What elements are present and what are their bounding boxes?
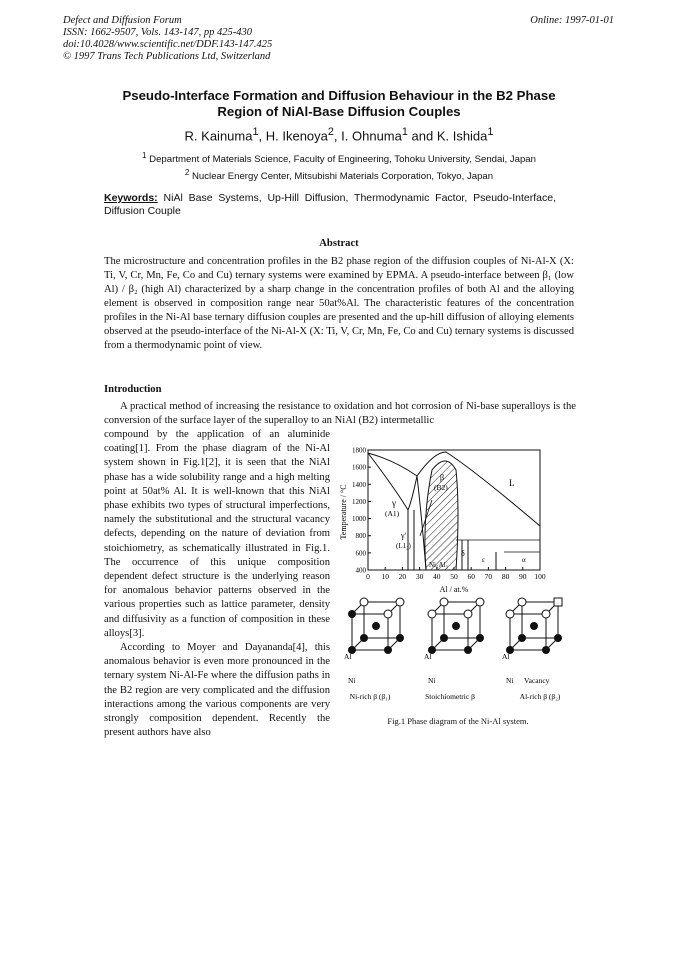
crystal-label-al: Al xyxy=(344,652,352,661)
issn-line: ISSN: 1662-9507, Vols. 143-147, pp 425-430 xyxy=(63,27,252,38)
crystal-ni-rich xyxy=(348,598,404,654)
online-date: Online: 1997-01-01 xyxy=(530,15,614,26)
phase-label-alpha: α xyxy=(522,556,526,564)
crystal-label-al: Al xyxy=(424,652,432,661)
affiliation-sup: 1 xyxy=(142,151,147,160)
affiliation-text: Nuclear Energy Center, Mitsubishi Materials Corporation, Tokyo, Japan xyxy=(192,171,494,183)
crystal-al-rich xyxy=(506,598,562,654)
paper-title xyxy=(100,88,578,120)
x-tick-label: 20 xyxy=(398,572,407,581)
figure-1-caption: Fig.1 Phase diagram of the Ni-Al system. xyxy=(387,716,529,726)
y-tick-label: 1200 xyxy=(352,497,366,506)
introduction-heading: Introduction xyxy=(104,384,162,395)
author-affil-sup: 1 xyxy=(401,126,408,138)
crystal-label-ni: Ni xyxy=(506,676,514,685)
phase-label-liquid: L xyxy=(509,478,515,488)
affiliation-1 xyxy=(80,151,598,165)
doi-line: doi:10.4028/www.scientific.net/DDF.143-147.425 xyxy=(63,39,273,50)
introduction-paragraph-1: compound by the application of an aluminide coating[1]. From the phase diagram of the Ni-Al system shown in Fig.1[2], it is seen that the NiAl phase has a wide solubility range and a high melting point at 50at% Al. It is well-known that this NiAl phase exhibits two types of structural imperfections, namely the substitutional and the structural vacancy defects, depending on the nature of deviation from stoichiometry, as schematically illustrated in Fig.1. The occurrence of this unique composition dependent defect structure is the underlying reason for anomalous behavior patterns observed in the various properties such as lattice parameter, density and diffusivity as a function of composition in these alloys[3]. xyxy=(104,429,330,639)
phase-label-gamma-prime-sub: (L1₂) xyxy=(396,542,411,550)
x-tick-label: 50 xyxy=(450,572,458,581)
x-tick-label: 0 xyxy=(366,572,370,581)
phase-label-delta: δ xyxy=(461,549,465,558)
y-tick-label: 1600 xyxy=(352,463,366,472)
phase-label-gamma: γ xyxy=(392,498,396,508)
author-name: H. Ikenoya xyxy=(265,128,328,144)
x-tick-label: 70 xyxy=(484,572,493,581)
phase-label-epsilon: ε xyxy=(482,556,485,564)
introduction-paragraph-2: According to Moyer and Dayananda[4], this anomalous behavior is even more pronounced in the ternary system Ni-Al-Fe where the diffusion paths in the B2 region are very complicated and the diffusion interactions among the various components are very strongly composition dependent. Recently the present authors have also xyxy=(104,642,330,739)
crystal-label-al: Al xyxy=(502,652,510,661)
crystal-label-ni: Ni xyxy=(428,676,436,685)
y-tick-label: 600 xyxy=(355,549,366,558)
crystal-label-ni: Ni xyxy=(348,676,356,685)
author-name: R. Kainuma xyxy=(184,128,253,144)
keywords-block xyxy=(104,192,556,218)
x-tick-label: 90 xyxy=(519,572,527,581)
y-axis-label: Temperature / °C xyxy=(339,484,348,540)
author-affil-sup: 1 xyxy=(252,126,259,138)
introduction-column xyxy=(104,428,330,740)
copyright-line: © 1997 Trans Tech Publications Ltd, Switzerland xyxy=(63,51,271,62)
x-axis-label: Al / at.% xyxy=(439,585,469,594)
gamma-prime-boundary xyxy=(408,476,417,510)
affiliation-sup: 2 xyxy=(184,168,190,177)
introduction-paragraph-full: A practical method of increasing the resistance to oxidation and hot corrosion of Ni-base superalloys is the conversion of the surface layer of the superalloy to an NiAl (B2) intermetallic xyxy=(104,401,576,427)
crystal-caption-stoichiometric: Stoichiometric β xyxy=(425,692,475,701)
keywords-text: NiAl Base Systems, Up-Hill Diffusion, Thermodynamic Factor, Pseudo-Interface, Diffusion Couple xyxy=(104,192,557,217)
running-header xyxy=(63,15,272,63)
author-name: I. Ohnuma xyxy=(341,128,402,144)
x-tick-label: 30 xyxy=(415,572,424,581)
keywords-label: Keywords: xyxy=(104,192,158,204)
phase-label-beta-sub: (B2) xyxy=(434,483,448,492)
x-tick-label: 100 xyxy=(534,572,546,581)
crystal-caption-al-rich: Al-rich β (β₂) xyxy=(519,692,561,701)
y-tick-label: 1400 xyxy=(352,480,366,489)
x-tick-label: 60 xyxy=(467,572,475,581)
author-separator: and xyxy=(407,128,437,144)
figure-1 xyxy=(334,440,582,730)
title-line-1: Pseudo-Interface Formation and Diffusion Behaviour in the B2 Phase xyxy=(122,88,556,103)
y-tick-label: 400 xyxy=(355,566,366,575)
author-separator: , xyxy=(258,128,266,144)
x-tick-label: 10 xyxy=(381,572,389,581)
phase-label-ni5al3: Ni₅Al₃ xyxy=(429,561,448,569)
abstract-body: The microstructure and concentration profiles in the B2 phase region of the diffusion couples of Ni-Al-X (X: Ti, V, Cr, Mn, Fe, Co and Cu) ternary systems were examined by EPMA. A pseudo-interface between β₁ (low Al) / β₂ (high Al) characterized by a sharp change in the concentration profiles of both Al and the alloying element is observed in composition range near 50at%Al. The characteristic features of the concentration profiles in the Ni-Al base ternary diffusion couples are presented and the up-hill diffusion of alloying elements observed at the pseudo-interface of the Ni-Al-X (X: Ti, V, Cr, Mn, Fe, Co and Cu) ternary systems is discussed from a thermodynamic point of view. xyxy=(104,256,574,351)
phase-label-gamma-sub: (A1) xyxy=(385,509,400,518)
x-tick-label: 40 xyxy=(433,572,441,581)
crystal-caption-ni-rich: Ni-rich β (β₁) xyxy=(349,692,391,701)
crystal-stoichiometric xyxy=(428,598,484,654)
phase-label-gamma-prime: γ' xyxy=(401,531,406,540)
abstract-heading: Abstract xyxy=(319,238,359,249)
y-tick-label: 800 xyxy=(355,532,366,541)
y-tick-label: 1000 xyxy=(352,515,366,524)
y-tick-label: 1800 xyxy=(352,446,366,455)
affiliation-2 xyxy=(80,168,598,182)
phase-label-beta: β xyxy=(440,473,445,482)
affiliation-text: Department of Materials Science, Faculty of Engineering, Tohoku University, Sendai, Japan xyxy=(149,154,536,166)
x-tick-label: 80 xyxy=(501,572,510,581)
journal-name: Defect and Diffusion Forum xyxy=(63,15,182,26)
author-name: K. Ishida xyxy=(436,128,488,144)
phase-diagram-figure xyxy=(334,440,582,720)
author-affil-sup: 2 xyxy=(327,126,334,138)
author-separator: , xyxy=(333,128,342,144)
crystal-label-vacancy: Vacancy xyxy=(524,676,550,685)
title-line-2: Region of NiAl-Base Diffusion Couples xyxy=(217,104,461,119)
author-affil-sup: 1 xyxy=(487,126,494,138)
author-list xyxy=(100,126,578,143)
